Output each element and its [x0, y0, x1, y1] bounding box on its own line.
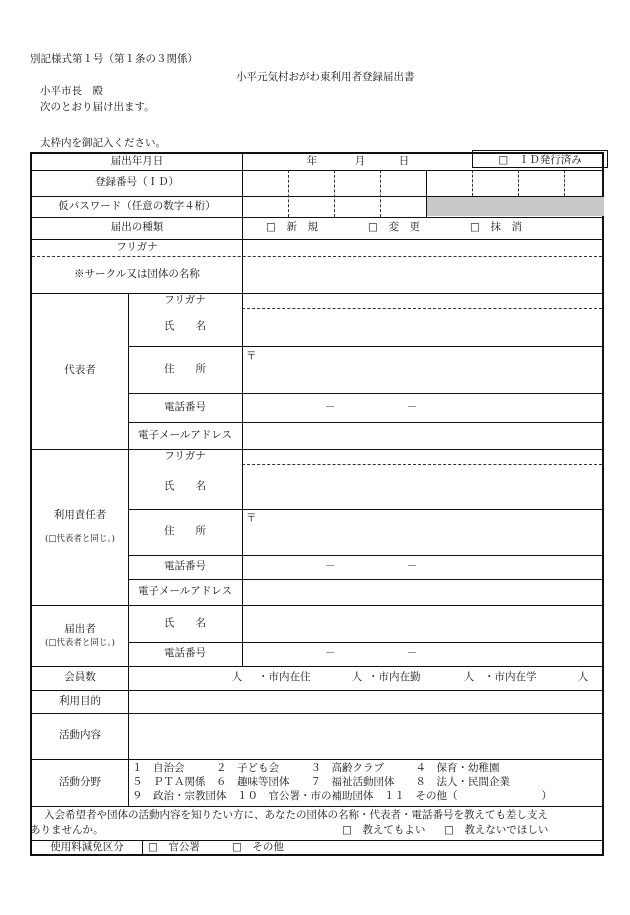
- month-unit: 月: [354, 155, 366, 168]
- sub-phone-dash-2: －: [406, 647, 418, 660]
- purpose-label: 利用目的: [59, 694, 101, 707]
- submitter-label-cell: [32, 605, 128, 666]
- members-resident-unit: 人: [351, 671, 363, 684]
- mgr-postal-mark: 〒: [246, 512, 257, 524]
- field-options-line-1: １ 自治会 ２ 子ども会 ３ 高齢クラブ ４ 保育・幼稚園: [132, 762, 500, 774]
- manager-label-cell: [32, 449, 128, 605]
- disclosure-no-checkbox[interactable]: □ 教えないでほしい: [444, 824, 549, 836]
- rep-name-label: 氏 名: [164, 320, 206, 333]
- mgr-furigana-label: フリガナ: [164, 449, 206, 462]
- type-label: 届出の種類: [110, 221, 164, 234]
- field-label: 活動分野: [59, 775, 101, 788]
- members-label: 会員数: [64, 671, 96, 684]
- date-label: 届出年月日: [110, 155, 164, 168]
- members-worker-label: ・市内在勤: [368, 671, 421, 684]
- manager-label: 利用責任者: [53, 509, 107, 522]
- representative-label: 代表者: [64, 364, 96, 377]
- temp-password-label: 仮パスワード（任意の数字４桁）: [58, 199, 216, 212]
- fee-other-checkbox[interactable]: □ その他: [232, 841, 284, 854]
- rep-phone-dash-1: －: [324, 400, 336, 413]
- sub-phone-label: 電話番号: [164, 647, 206, 660]
- fee-label: 使用料減免区分: [50, 841, 124, 854]
- rep-phone-label: 電話番号: [164, 400, 206, 413]
- rep-email-label: 電子メールアドレス: [138, 428, 232, 441]
- addressee: 小平市長 殿: [40, 85, 103, 97]
- disclosure-question-line-1: 入会希望者や団体の活動内容を知りたい方に、あなたの団体の名称・代表者・電話番号を教えても差し支え: [44, 809, 548, 821]
- activity-label: 活動内容: [59, 729, 101, 742]
- type-new-checkbox[interactable]: □ 新 規: [266, 221, 318, 234]
- mgr-address-label: 住 所: [164, 525, 206, 538]
- rep-postal-mark: 〒: [246, 350, 257, 362]
- day-unit: 日: [398, 155, 410, 168]
- disclosure-question-line-2: ありませんか。: [30, 824, 104, 836]
- type-delete-checkbox[interactable]: □ 抹 消: [470, 221, 522, 234]
- mgr-phone-dash-1: －: [324, 560, 336, 573]
- form-title: 小平元気村おがわ東利用者登録届出書: [236, 71, 415, 83]
- sub-phone-dash-1: －: [324, 647, 336, 660]
- form-number: 別記様式第１号（第１条の３関係）: [30, 53, 198, 65]
- password-gray-area: [426, 197, 604, 216]
- rep-phone-dash-2: －: [406, 400, 418, 413]
- id-issued-label: □ ＩＤ発行済み: [498, 153, 582, 166]
- registration-form-table: [30, 152, 604, 856]
- rep-address-label: 住 所: [164, 362, 206, 375]
- mgr-phone-dash-2: －: [406, 560, 418, 573]
- year-unit: 年: [306, 155, 318, 168]
- members-resident-label: ・市内在住: [258, 671, 311, 684]
- field-options-line-3: ９ 政治・宗教団体 １０ 官公署・市の補助団体 １１ その他（ ）: [132, 790, 552, 802]
- members-student-label: ・市内在学: [484, 671, 537, 684]
- members-student-unit: 人: [577, 671, 589, 684]
- circle-name-label: ※サークル又は団体の名称: [74, 267, 200, 280]
- submitter-label: 届出者: [64, 622, 96, 635]
- intro-text: 次のとおり届け出ます。: [40, 101, 155, 113]
- reg-id-label: 登録番号（ＩＤ）: [95, 176, 179, 189]
- mgr-phone-label: 電話番号: [164, 560, 206, 573]
- mgr-email-label: 電子メールアドレス: [138, 585, 232, 598]
- fee-public-checkbox[interactable]: □ 官公署: [148, 841, 200, 854]
- circle-furigana-label: フリガナ: [116, 240, 158, 253]
- type-change-checkbox[interactable]: □ 変 更: [368, 221, 420, 234]
- mgr-name-label: 氏 名: [164, 479, 206, 492]
- members-worker-unit: 人: [463, 671, 475, 684]
- manager-same-checkbox[interactable]: (□代表者と同じ。): [45, 534, 115, 545]
- rep-furigana-label: フリガナ: [164, 293, 206, 306]
- disclosure-yes-checkbox[interactable]: □ 教えてもよい: [342, 824, 426, 836]
- submitter-same-checkbox[interactable]: (□代表者と同じ。): [45, 637, 115, 648]
- field-options-line-2: ５ ＰＴＡ関係 ６ 趣味等団体 ７ 福祉活動団体 ８ 法人・民間企業: [132, 776, 510, 788]
- members-unit: 人: [231, 671, 243, 684]
- sub-name-label: 氏 名: [164, 616, 206, 629]
- instruction-text: 太枠内を御記入ください。: [40, 137, 166, 149]
